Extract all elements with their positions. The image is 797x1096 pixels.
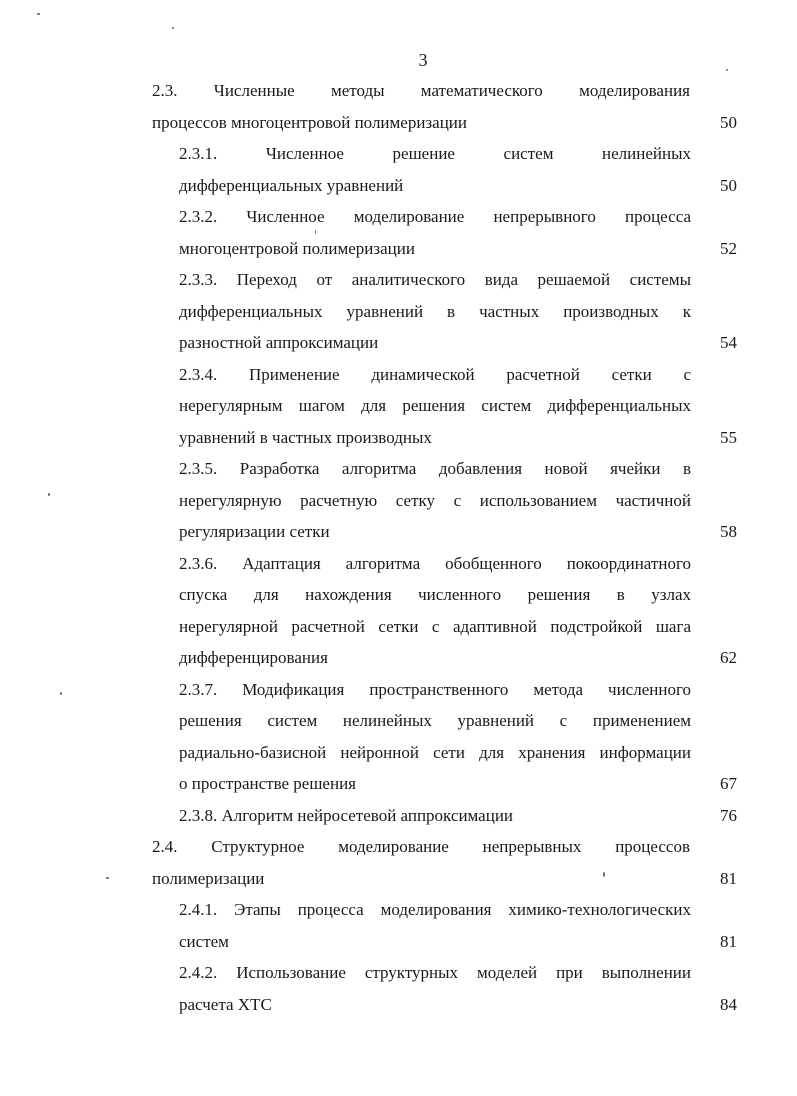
scan-speck [60,692,62,695]
toc-entry-line: 2.3. Численные методы математического моделирования [152,81,690,100]
toc-entry-line: 2.3.7. Модификация пространственного метода численного [179,679,691,699]
toc-entry-line: 2.3.4. Применение динамической расчетной сетки с [179,364,691,384]
toc-entry-line: систем [179,931,229,951]
scan-speck [106,877,109,879]
toc-entry-page-number: 62 [720,648,737,667]
toc-entry-line: дифференцирования [179,648,328,667]
toc-entry [0,75,797,138]
toc-entry-line: нерегулярной расчетной сетки с адаптивной подстройкой шага [179,616,691,636]
toc-entry-line: 2.3.8. Алгоритм нейросетевой аппроксимации [179,805,514,825]
toc-entry-line: радиально-базисной нейронной сети для хранения информации [179,742,691,762]
toc-entry-line: 2.3.5. Разработка алгоритма добавления новой ячейки в [179,459,691,478]
toc-entry [0,957,797,1020]
toc-entry-page-number: 76 [720,805,737,825]
toc-entry-line: полимеризации [152,868,265,888]
toc-entry [0,831,797,894]
table-of-contents [0,75,797,1020]
toc-entry-line: 2.4. Структурное моделирование непрерывных процессов [152,837,690,856]
toc-entry-line: нерегулярным шагом для решения систем дифференциальных [179,396,691,415]
scan-speck [172,27,174,29]
toc-entry [0,264,797,359]
toc-entry-line: регуляризации сетки [179,522,330,541]
toc-entry-line: расчета ХТС [179,994,272,1014]
toc-entry-line: 2.3.6. Адаптация алгоритма обобщенного покоординатного [179,553,691,573]
toc-entry-page-number: 50 [720,112,737,132]
toc-entry-line: 2.3.2. Численное моделирование непрерывного процесса [179,207,691,226]
toc-entry-line: 2.3.3. Переход от аналитического вида решаемой системы [179,270,691,289]
toc-entry [0,894,797,957]
toc-entry-line: нерегулярную расчетную сетку с использованием частичной [179,490,691,510]
scan-speck [726,69,728,71]
toc-entry-line: о пространстве решения [179,774,356,793]
toc-entry [0,548,797,674]
toc-entry-line: решения систем нелинейных уравнений с применением [179,711,691,730]
page-number: 3 [418,50,428,70]
toc-entry-page-number: 52 [720,238,737,258]
toc-entry-page-number: 84 [720,994,737,1014]
toc-entry-page-number: 67 [720,774,737,793]
toc-entry-page-number: 55 [720,427,737,447]
toc-entry-line: дифференциальных уравнений в частных производных к [179,301,691,321]
toc-entry-line: многоцентровой полимеризации [179,238,415,258]
scan-speck [315,230,316,234]
toc-entry-page-number: 58 [720,522,737,541]
toc-entry-page-number: 81 [720,931,737,951]
toc-entry-page-number: 81 [720,868,737,888]
scan-speck [48,493,50,496]
toc-entry-line: 2.4.2. Использование структурных моделей при выполнении [179,963,691,982]
toc-entry [0,138,797,201]
toc-entry [0,359,797,454]
toc-entry-line: дифференциальных уравнений [179,175,404,195]
toc-entry-page-number: 54 [720,333,737,352]
toc-entry-line: уравнений в частных производных [179,427,432,447]
toc-entry [0,800,797,832]
toc-entry-line: 2.3.1. Численное решение систем нелинейных [179,144,691,163]
toc-entry-line: процессов многоцентровой полимеризации [152,112,467,132]
toc-entry-page-number: 50 [720,175,737,195]
scan-speck [37,13,40,15]
toc-entry [0,201,797,264]
toc-entry [0,674,797,800]
toc-entry [0,453,797,548]
toc-entry-line: разностной аппроксимации [179,333,379,352]
toc-entry-line: спуска для нахождения численного решения в узлах [179,585,691,604]
toc-entry-line: 2.4.1. Этапы процесса моделирования химико-технологических [179,900,691,919]
scan-speck [603,872,605,877]
